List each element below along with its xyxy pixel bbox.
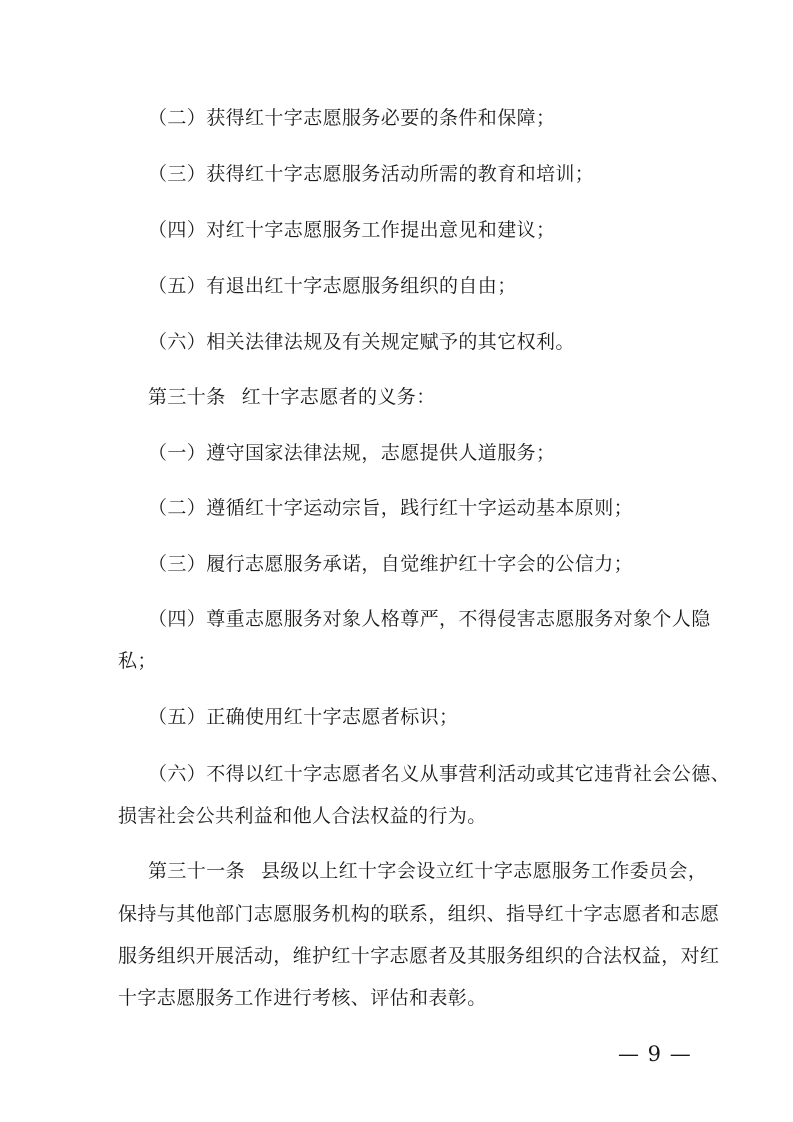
article30-item-2: （二）遵循红十字运动宗旨，践行红十字运动基本原则； [148,497,634,519]
article30-item-6: （六）不得以红十字志愿者名义从事营利活动或其它违背社会公德、 [148,763,731,785]
article29-item-3: （三）获得红十字志愿服务活动所需的教育和培训； [148,163,595,185]
article30-item-1: （一）遵守国家法律法规，志愿提供人道服务； [148,442,556,464]
article29-item-6: （六）相关法律法规及有关规定赋予的其它权利。 [148,331,575,353]
article30-item-4-continued: 私； [118,650,157,672]
article29-item-2: （二）获得红十字志愿服务必要的条件和保障； [148,107,556,129]
article30-number: 第三十条 [148,386,226,408]
article31-text-3: 服务组织开展活动，维护红十字志愿者及其服务组织的合法权益，对红 [118,945,720,967]
article30-item-6-continued: 损害社会公共利益和他人合法权益的行为。 [118,805,487,827]
article30-item-4: （四）尊重志愿服务对象人格尊严，不得侵害志愿服务对象个人隐 [148,608,711,630]
article29-item-4: （四）对红十字志愿服务工作提出意见和建议； [148,219,556,241]
article30-heading [148,385,436,409]
article31-text-4: 十字志愿服务工作进行考核、评估和表彰。 [118,987,487,1009]
article30-item-5: （五）正确使用红十字志愿者标识； [148,706,459,728]
page-number: — 9 — [618,1042,692,1066]
article30-title: 红十字志愿者的义务： [241,386,436,408]
article31-text-1: 县级以上红十字会设立红十字志愿服务工作委员会， [261,860,708,882]
article29-item-5: （五）有退出红十字志愿服务组织的自由； [148,275,517,297]
article31-text-2: 保持与其他部门志愿服务机构的联系，组织、指导红十字志愿者和志愿 [118,903,720,925]
article31-first-line [148,859,707,883]
article31-number: 第三十一条 [148,860,246,882]
article30-item-3: （三）履行志愿服务承诺，自觉维护红十字会的公信力； [148,553,634,575]
